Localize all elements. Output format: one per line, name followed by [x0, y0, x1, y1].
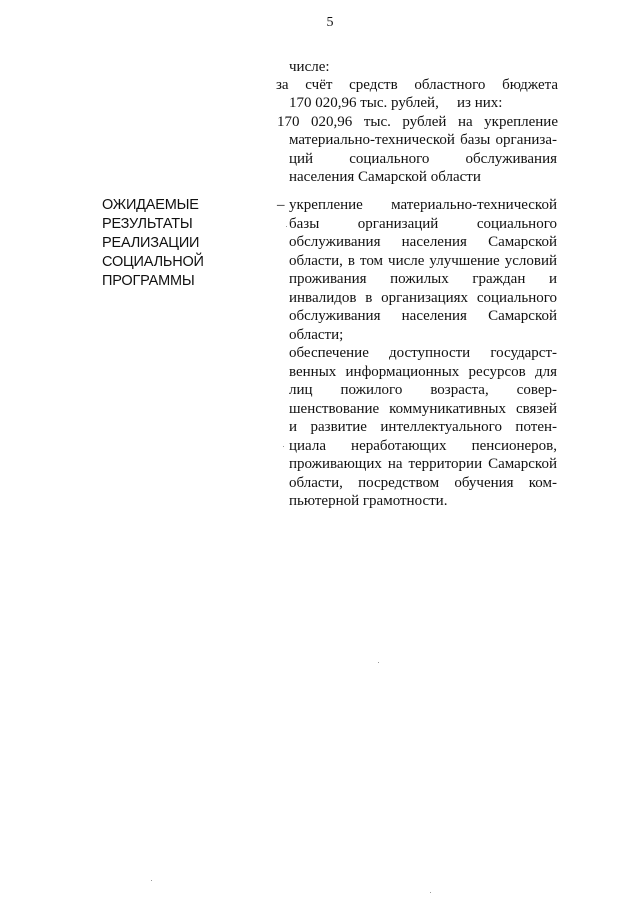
results-line: циала неработающих пенсионеров, — [289, 437, 557, 454]
finance-line-3-tail: из них: — [457, 95, 503, 111]
results-line: базы организаций социального — [289, 215, 557, 232]
finance-line-7: населения Самарской области — [289, 169, 481, 185]
scan-speck — [378, 662, 379, 663]
heading-line: РЕАЛИЗАЦИИ — [102, 235, 200, 251]
results-line: обеспечение доступности государст- — [289, 345, 557, 361]
finance-line-5: материально-технической базы организа- — [289, 132, 557, 148]
scan-speck — [151, 880, 152, 881]
results-line: лиц пожилого возраста, совер- — [289, 382, 557, 398]
results-line: венных информационных ресурсов для — [289, 363, 557, 380]
page-number: 5 — [326, 15, 334, 30]
finance-line-1: числе: — [289, 59, 330, 75]
finance-line-3: 170 020,96 тыс. рублей, — [289, 95, 439, 111]
results-line: области; — [289, 326, 344, 343]
heading-line: СОЦИАЛЬНОЙ — [102, 254, 204, 270]
dash-separator: – — [277, 197, 285, 213]
results-line: пьютерной грамотности. — [289, 493, 448, 509]
results-line: проживания пожилых граждан и — [289, 271, 557, 287]
finance-line-2: за счёт средств областного бюджета — [276, 77, 558, 93]
heading-line: РЕЗУЛЬТАТЫ — [102, 216, 193, 232]
results-line: и развитие интеллектуального потен- — [289, 419, 557, 435]
scan-speck — [283, 446, 284, 447]
scan-speck — [286, 226, 287, 227]
results-line: проживающих на территории Самарской — [289, 456, 557, 472]
results-line: обслуживания населения Самарской — [289, 234, 557, 250]
results-line: области, посредством обучения ком- — [289, 474, 557, 491]
results-line: шенствование коммуникативных связей — [289, 400, 557, 417]
heading-line: ПРОГРАММЫ — [102, 273, 195, 289]
finance-line-4: 170 020,96 тыс. рублей на укрепление — [277, 114, 558, 130]
heading-line: ОЖИДАЕМЫЕ — [102, 197, 199, 213]
results-line: обслуживания населения Самарской — [289, 308, 557, 324]
results-line: инвалидов в организациях социального — [289, 289, 557, 306]
results-line: укрепление материально-технической — [289, 197, 557, 213]
scan-speck — [430, 892, 431, 893]
finance-line-6: ций социального обслуживания — [289, 151, 557, 167]
results-line: области, в том числе улучшение условий — [289, 252, 557, 269]
section-heading — [102, 196, 204, 291]
